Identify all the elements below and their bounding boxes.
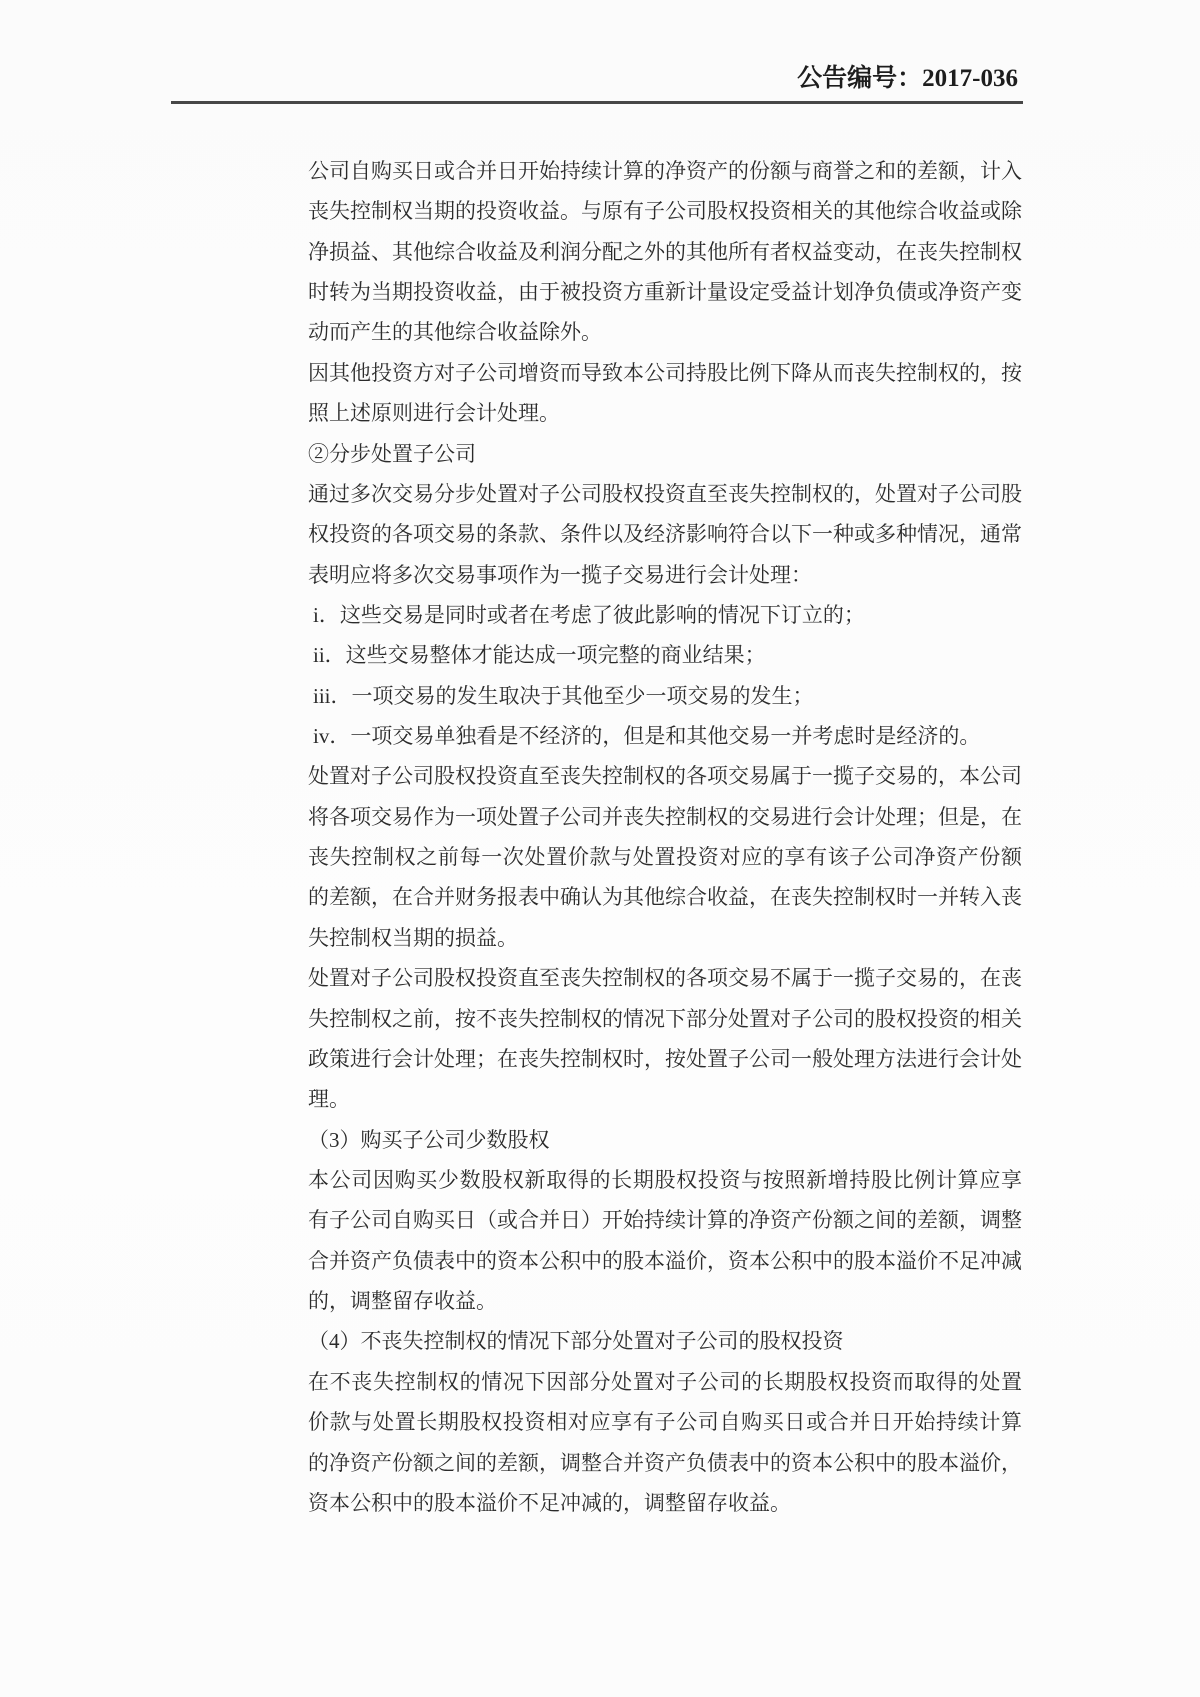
body-text-line: 的，调整留存收益。 [308, 1289, 497, 1314]
announcement-number: 公告编号：2017-036 [797, 65, 1018, 92]
body-text-line: 公司自购买日或合并日开始持续计算的净资产的份额与商誉之和的差额，计入 [308, 159, 1022, 183]
body-text-line: 在不丧失控制权的情况下因部分处置对子公司的长期股权投资而取得的处置 [308, 1369, 1022, 1394]
body-text-line: 将各项交易作为一项处置子公司并丧失控制权的交易进行会计处理；但是，在 [308, 804, 1022, 829]
body-text-line: 的差额，在合并财务报表中确认为其他综合收益，在丧失控制权时一并转入丧 [308, 885, 1022, 910]
body-text-line: 权投资的各项交易的条款、条件以及经济影响符合以下一种或多种情况，通常 [308, 522, 1022, 547]
body-text-line: 时转为当期投资收益，由于被投资方重新计量设定受益计划净负债或净资产变 [308, 280, 1022, 305]
body-text-line: 处置对子公司股权投资直至丧失控制权的各项交易属于一揽子交易的，本公司 [308, 764, 1022, 789]
body-text-line: 照上述原则进行会计处理。 [308, 401, 560, 426]
body-text-line: 处置对子公司股权投资直至丧失控制权的各项交易不属于一揽子交易的，在丧 [308, 966, 1022, 991]
heading-line: （4）不丧失控制权的情况下部分处置对子公司的股权投资 [308, 1329, 844, 1354]
body-text-line: 的净资产份额之间的差额，调整合并资产负债表中的资本公积中的股本溢价， [308, 1450, 1022, 1475]
body-text-line: 表明应将多次交易事项作为一揽子交易进行会计处理： [308, 562, 812, 587]
document-body [308, 151, 1022, 1523]
body-text-line: 丧失控制权之前每一次处置价款与处置投资对应的享有该子公司净资产份额 [308, 845, 1022, 870]
body-text-line: 丧失控制权当期的投资收益。与原有子公司股权投资相关的其他综合收益或除 [308, 199, 1022, 224]
body-text-line: 资本公积中的股本溢价不足冲减的，调整留存收益。 [308, 1490, 791, 1515]
body-text-line: 动而产生的其他综合收益除外。 [308, 320, 602, 345]
body-text-line: 失控制权之前，按不丧失控制权的情况下部分处置对子公司的股权投资的相关 [308, 1006, 1022, 1031]
body-text-line: 净损益、其他综合收益及利润分配之外的其他所有者权益变动，在丧失控制权 [308, 239, 1022, 264]
body-text-line: 有子公司自购买日（或合并日）开始持续计算的净资产份额之间的差额，调整 [308, 1208, 1022, 1233]
body-text-line: 本公司因购买少数股权新取得的长期股权投资与按照新增持股比例计算应享 [308, 1167, 1022, 1192]
list-item-line: iii．一项交易的发生取决于其他至少一项交易的发生； [313, 683, 814, 708]
body-text-line: 价款与处置长期股权投资相对应享有子公司自购买日或合并日开始持续计算 [308, 1410, 1022, 1435]
heading-line: （3）购买子公司少数股权 [308, 1127, 550, 1152]
header-divider-line [171, 101, 1023, 104]
heading-line: ②分步处置子公司 [308, 441, 476, 466]
body-text-line: 通过多次交易分步处置对子公司股权投资直至丧失控制权的，处置对子公司股 [308, 481, 1022, 506]
body-text-line: 理。 [308, 1087, 350, 1112]
body-text-line: 失控制权当期的损益。 [308, 925, 518, 950]
body-text-line: 因其他投资方对子公司增资而导致本公司持股比例下降从而丧失控制权的，按 [308, 360, 1022, 385]
list-item-line: ii．这些交易整体才能达成一项完整的商业结果； [313, 643, 766, 668]
list-item-line: iv．一项交易单独看是不经济的，但是和其他交易一并考虑时是经济的。 [313, 724, 981, 749]
body-text-line: 合并资产负债表中的资本公积中的股本溢价，资本公积中的股本溢价不足冲减 [308, 1248, 1022, 1273]
body-text-line: 政策进行会计处理；在丧失控制权时，按处置子公司一般处理方法进行会计处 [308, 1046, 1022, 1071]
list-item-line: i．这些交易是同时或者在考虑了彼此影响的情况下订立的； [313, 602, 865, 627]
